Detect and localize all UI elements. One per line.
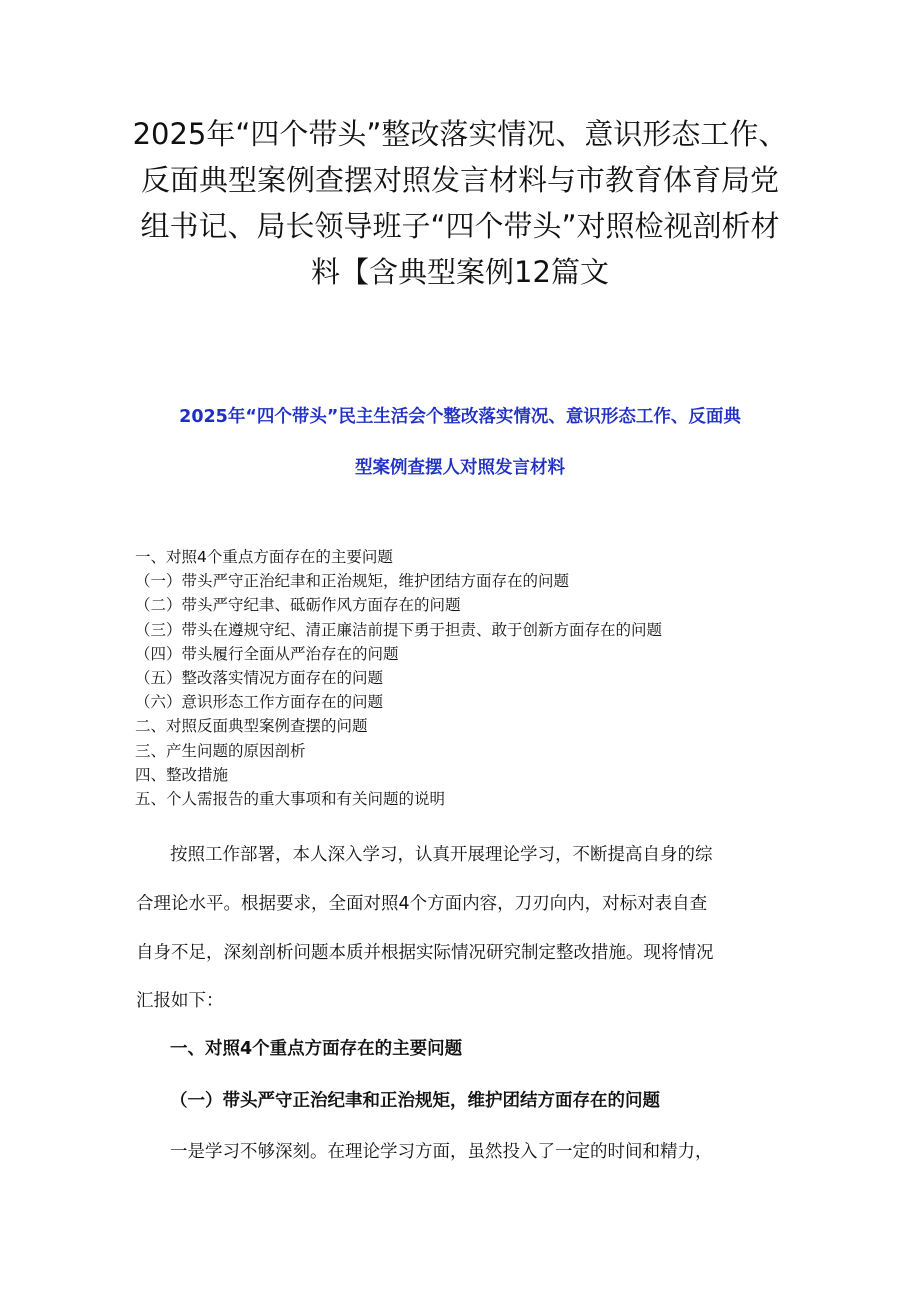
intro-paragraph-line: 按照工作部署，本人深入学习，认真开展理论学习，不断提高自身的综 [170,845,713,865]
toc-item: （一）带头严守正治纪聿和正治规矩，维护团结方面存在的问题 [135,572,570,591]
toc-item: （二）带头严守纪聿、砥砺作风方面存在的问题 [135,596,461,615]
main-title-line-1: 2025年“四个带头”整改落实情况、意识形态工作、 [132,117,788,151]
toc-item: （四）带头履行全面从严治存在的问题 [135,644,399,663]
toc-item: 二、对照反面典型案例查摆的问题 [135,717,368,736]
toc-item: 五、个人需报告的重大事项和有关问题的说明 [135,789,446,808]
intro-paragraph-line: 自身不足，深刻剖析问题本质并根据实际情况研究制定整改措施。现将情况 [136,943,714,963]
main-title-line-4: 料【含典型案例12篇文 [311,255,609,289]
main-title-line-3: 组书记、局长领导班子“四个带头”对照检视剖析材 [140,209,780,243]
intro-paragraph-line: 汇报如下： [136,991,224,1011]
toc-item: （三）带头在遵规守纪、清正廉洁前提下勇于担责、敢于创新方面存在的问题 [135,620,663,639]
subtitle-line-2: 型案例查摆人对照发言材料 [355,458,565,478]
main-title-line-2: 反面典型案例查摆对照发言材料与市教育体育局党 [140,163,779,197]
toc-item: 一、对照4个重点方面存在的主要问题 [135,548,393,566]
toc-item: （六）意识形态工作方面存在的问题 [135,693,384,712]
table-of-contents [135,545,855,811]
section-heading: 一、对照4个重点方面存在的主要问题 [170,1039,463,1059]
intro-paragraph-line: 合理论水平。根据要求，全面对照4个方面内容，刀刃向内，对标对表自查 [136,894,708,914]
toc-item: （五）整改落实情况方面存在的问题 [135,668,384,687]
subsection-heading: （一）带头严守正治纪聿和正治规矩，维护团结方面存在的问题 [170,1091,660,1111]
body-paragraph-line: 一是学习不够深刻。在理论学习方面，虽然投入了一定的时间和精力， [170,1142,713,1162]
toc-item: 四、整改措施 [135,765,229,784]
toc-item: 三、产生问题的原因剖析 [135,741,306,760]
subtitle-line-1: 2025年“四个带头”民主生活会个整改落实情况、意识形态工作、反面典 [179,407,741,427]
